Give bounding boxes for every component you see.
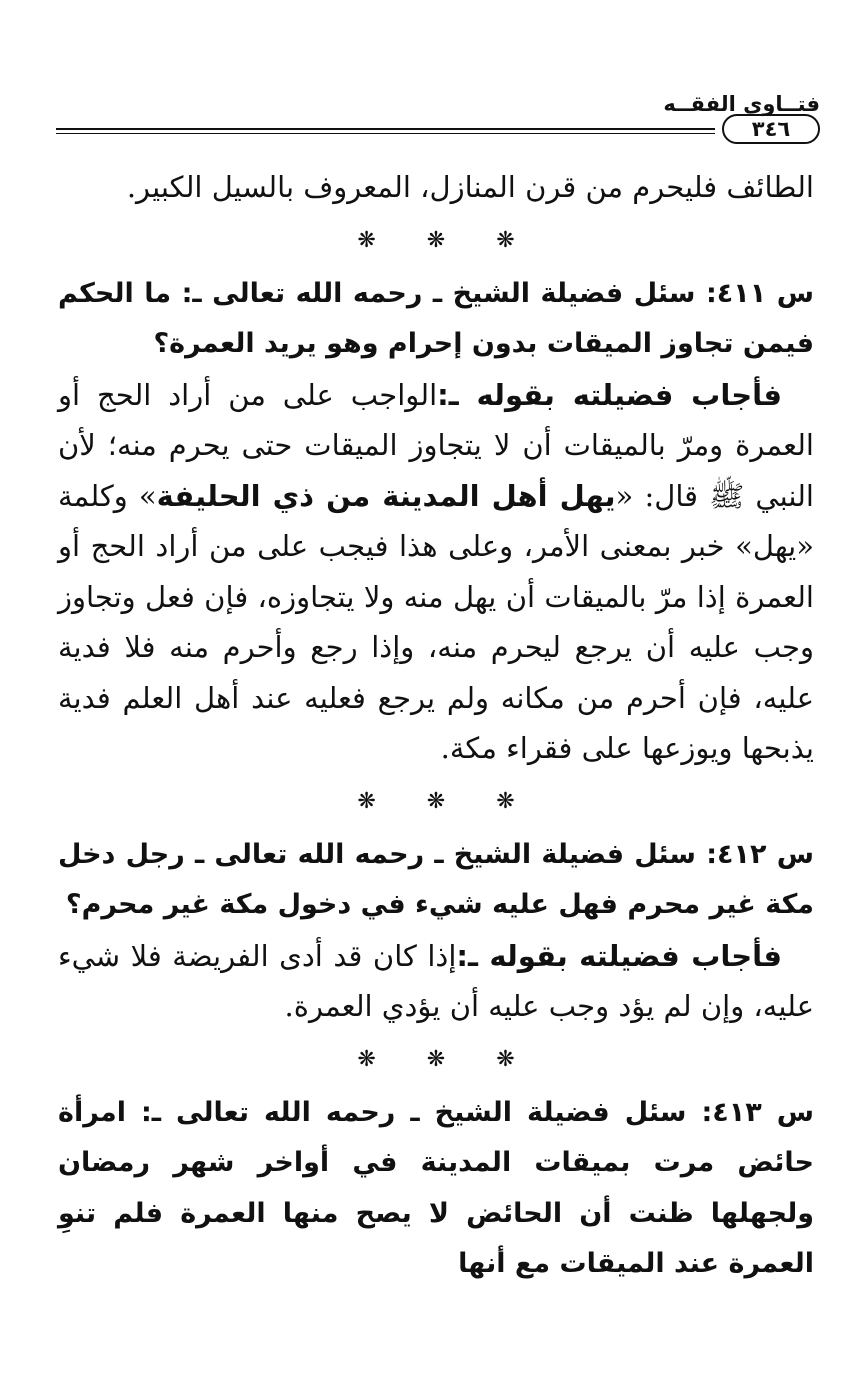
page-body bbox=[58, 162, 814, 1290]
intro-paragraph: الطائف فليحرم من قرن المنازل، المعروف بالسيل الكبير. bbox=[126, 170, 814, 204]
section-separator: ❋ ❋ ❋ bbox=[357, 1046, 537, 1072]
section-separator: ❋ ❋ ❋ bbox=[357, 788, 537, 814]
hadith-quote: يهل أهل المدينة من ذي الحليفة bbox=[156, 478, 616, 513]
question-411 bbox=[58, 269, 814, 370]
section-separator: ❋ ❋ ❋ bbox=[357, 227, 537, 253]
question-413 bbox=[58, 1088, 814, 1290]
question-412 bbox=[58, 830, 814, 931]
header-rule bbox=[56, 128, 715, 134]
answer-text: الواجب على من أراد الحج أو العمرة ومرّ بالميقات أن لا يتجاوز الميقات حتى يحرم منه؛ لأن النبي ﷺ قال: « bbox=[58, 377, 814, 513]
question-number: س ٤١٣: bbox=[701, 1096, 814, 1128]
question-text: سئل فضيلة الشيخ ـ رحمه الله تعالى ـ رجل دخل مكة غير محرم فهل عليه شيء في دخول مكة غير محرم؟ bbox=[58, 838, 814, 920]
answer-lead: فأجاب فضيلته بقوله ـ: bbox=[456, 938, 782, 973]
answer-text: إذا كان قد أدى الفريضة فلا شيء عليه، وإن لم يؤد وجب عليه أن يؤدي العمرة. bbox=[58, 938, 814, 1023]
page-header bbox=[56, 92, 820, 152]
answer-lead: فأجاب فضيلته بقوله ـ: bbox=[437, 377, 782, 412]
question-text: سئل فضيلة الشيخ ـ رحمه الله تعالى ـ: امرأة حائض مرت بميقات المدينة في أواخر شهر رمضان ولجهلها ظنت أن الحائض لا يصح منها العمرة فلم تنوِ العمرة عند الميقات مع أنها bbox=[58, 1096, 814, 1279]
question-number: س ٤١١: bbox=[705, 277, 814, 309]
page-number: ٣٤٦ bbox=[722, 114, 820, 144]
question-text: سئل فضيلة الشيخ ـ رحمه الله تعالى ـ: ما الحكم فيمن تجاوز الميقات بدون إحرام وهو يريد العمرة؟ bbox=[58, 277, 814, 359]
answer-412 bbox=[58, 931, 814, 1032]
answer-text-continued: » وكلمة «يهل» خبر بمعنى الأمر، وعلى هذا فيجب على من أراد الحج أو العمرة إذا مرّ بالميقات أن يهل منه ولا يتجاوزه، فإن فعل وتجاوز وجب عليه أن يرجع ليحرم منه، وإذا رجع وأحرم منه فلا فدية عليه، فإن أحرم من مكانه ولم يرجع فعليه عند أهل العلم فدية يذبحها ويوزعها على فقراء مكة. bbox=[58, 478, 814, 765]
answer-411 bbox=[58, 370, 814, 774]
question-number: س ٤١٢: bbox=[706, 838, 814, 870]
running-title: فتــاوى الفقــه bbox=[663, 92, 820, 116]
